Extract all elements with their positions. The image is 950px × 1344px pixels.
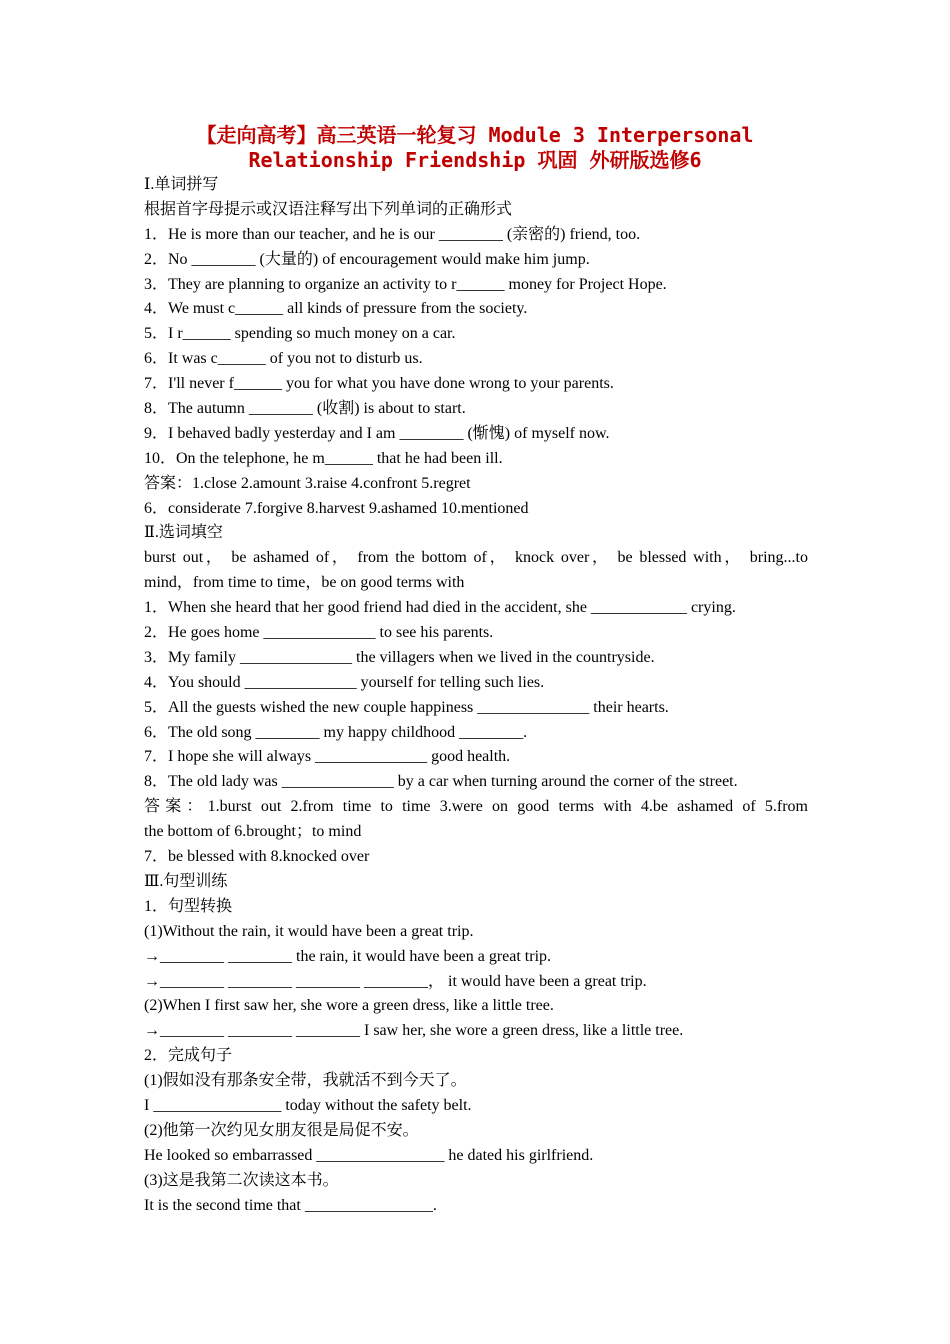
section3-part2-line: He looked so embarrassed ________________ he dated his girlfriend. — [144, 1146, 594, 1164]
section1-item: 2．No ________ (大量的) of encouragement would make him jump. — [144, 250, 590, 268]
section1-answers: 答案：1.close 2.amount 3.raise 4.confront 5.regret — [144, 474, 471, 492]
section2-phrase-list: burst out， be ashamed of， from the bottom of， knock over， be blessed with， bring...to — [144, 549, 808, 567]
section2-item: 6．The old song ________ my happy childhood ________. — [144, 723, 528, 741]
section1-answers-cont: 6．considerate 7.forgive 8.harvest 9.ashamed 10.mentioned — [144, 499, 529, 517]
section2-item: 3．My family ______________ the villagers when we lived in the countryside. — [144, 648, 655, 666]
section1-heading: Ⅰ.单词拼写 — [144, 176, 219, 193]
section1-item: 10．On the telephone, he m______ that he had been ill. — [144, 449, 503, 467]
section2-heading: Ⅱ.选词填空 — [144, 524, 223, 542]
section2-answers-cont: the bottom of 6.brought；to mind — [144, 823, 362, 841]
section2-phrase-list-cont: mind，from time to time，be on good terms with — [144, 574, 465, 592]
section2-item: 1．When she heard that her good friend had died in the accident, she ____________ crying. — [144, 599, 736, 617]
document-body — [144, 173, 808, 1218]
section1-item: 9．I behaved badly yesterday and I am ________ (惭愧) of myself now. — [144, 424, 610, 442]
section1-instruction: 根据首字母提示或汉语注释写出下列单词的正确形式 — [144, 200, 513, 218]
section3-part1-line: →________ ________ ________ ________， it would have been a great trip. — [144, 972, 647, 990]
section2-item: 7．I hope she will always ______________ good health. — [144, 748, 511, 766]
title-line-1: 【走向高考】高三英语一轮复习 Module 3 Interpersonal — [196, 123, 754, 147]
section1-item: 5．I r______ spending so much money on a car. — [144, 325, 456, 343]
section3-part1-line: (2)When I first saw her, she wore a green dress, like a little tree. — [144, 997, 554, 1015]
section1-item: 6．It was c______ of you not to disturb us. — [144, 350, 423, 368]
section3-part2-line: (1)假如没有那条安全带，我就活不到今天了。 — [144, 1072, 467, 1090]
section3-part2-line: (3)这是我第二次读这本书。 — [144, 1171, 339, 1189]
section1-item: 3．They are planning to organize an activity to r______ money for Project Hope. — [144, 275, 667, 293]
section2-answers-cont: 7．be blessed with 8.knocked over — [144, 848, 370, 866]
section3-part2-heading: 2．完成句子 — [144, 1047, 233, 1065]
section3-part2-line: It is the second time that ________________. — [144, 1196, 437, 1214]
section3-part1-line: →________ ________ ________ I saw her, she wore a green dress, like a little tree. — [144, 1022, 684, 1040]
section1-item: 8．The autumn ________ (收割) is about to start. — [144, 400, 466, 418]
section2-item: 4．You should ______________ yourself for telling such lies. — [144, 673, 545, 691]
section1-item: 1．He is more than our teacher, and he is our ________ (亲密的) friend, too. — [144, 225, 641, 243]
section2-item: 5．All the guests wished the new couple happiness ______________ their hearts. — [144, 698, 669, 716]
section1-item: 7．I'll never f______ you for what you have done wrong to your parents. — [144, 375, 614, 393]
section2-item: 8．The old lady was ______________ by a car when turning around the corner of the street. — [144, 773, 738, 791]
section3-part1-line: →________ ________ the rain, it would have been a great trip. — [144, 947, 552, 965]
title-line-2: Relationship Friendship 巩固 外研版选修6 — [248, 148, 702, 172]
document-title — [144, 123, 806, 173]
section2-answers: 答案：1.burst out 2.from time to time 3.were on good terms with 4.be ashamed of 5.from — [144, 798, 808, 816]
section3-part1-heading: 1．句型转换 — [144, 897, 233, 915]
section2-item: 2．He goes home ______________ to see his parents. — [144, 624, 494, 642]
section3-part2-line: (2)他第一次约见女朋友很是局促不安。 — [144, 1121, 419, 1139]
section3-part2-line: I ________________ today without the safety belt. — [144, 1096, 472, 1114]
section1-item: 4．We must c______ all kinds of pressure from the society. — [144, 300, 528, 318]
section3-part1-line: (1)Without the rain, it would have been a great trip. — [144, 922, 474, 940]
section3-heading: Ⅲ.句型训练 — [144, 872, 228, 890]
